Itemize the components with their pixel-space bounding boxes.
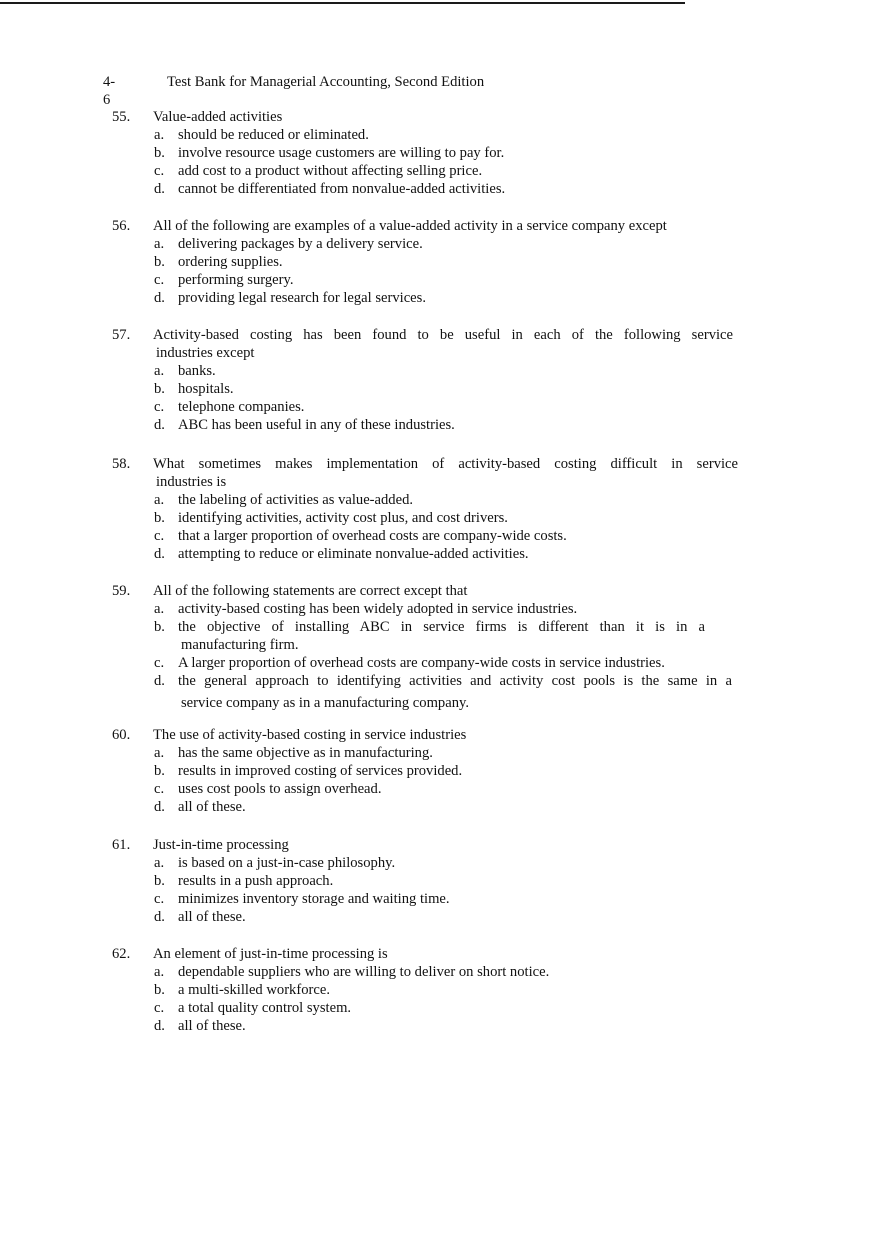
option-letter: c. [154, 272, 165, 288]
option [154, 744, 734, 762]
question-stem: The use of activity-based costing in service industries [153, 727, 467, 743]
option-text: minimizes inventory storage and waiting time. [178, 891, 450, 907]
option-text: a total quality control system. [178, 1000, 352, 1016]
option-text: all of these. [178, 1018, 246, 1034]
option-letter: b. [154, 873, 165, 889]
page-number: 4-6 [103, 74, 116, 108]
option [154, 398, 734, 416]
option-text: results in a push approach. [178, 873, 334, 889]
option [154, 654, 734, 672]
option-text: a multi-skilled workforce. [178, 982, 330, 998]
option-text: identifying activities, activity cost plus, and cost drivers. [178, 510, 508, 526]
option-letter: b. [154, 982, 165, 998]
option [154, 509, 734, 527]
options-list [154, 854, 734, 926]
option-letter: a. [154, 363, 165, 379]
question-stem-line: What sometimes makes implementation of activity-based costing difficult in service [153, 456, 738, 472]
question-number: 57. [112, 327, 131, 343]
option-letter: c. [154, 399, 165, 415]
options-list [154, 491, 734, 563]
option [154, 545, 734, 563]
option-text: telephone companies. [178, 399, 305, 415]
option-letter: c. [154, 163, 165, 179]
option-text: performing surgery. [178, 272, 294, 288]
option-text-line: the general approach to identifying activities and activity cost pools is the same in a [178, 673, 732, 689]
option [154, 780, 734, 798]
options-list [154, 235, 734, 307]
option-letter: c. [154, 891, 165, 907]
option-text: providing legal research for legal services. [178, 290, 426, 306]
option [154, 271, 734, 289]
options-list [154, 126, 734, 198]
option [154, 854, 734, 872]
option-letter: b. [154, 763, 165, 779]
option-letter: b. [154, 510, 165, 526]
option-letter: d. [154, 799, 165, 815]
question-stem-line: industries except [156, 345, 255, 361]
option-text: attempting to reduce or eliminate nonvalue-added activities. [178, 546, 529, 562]
option-text: hospitals. [178, 381, 234, 397]
question-stem: Value-added activities [153, 109, 283, 125]
options-list [154, 963, 734, 1035]
option-letter: a. [154, 127, 165, 143]
option-text: all of these. [178, 909, 246, 925]
option-text: that a larger proportion of overhead costs are company-wide costs. [178, 528, 567, 544]
option [154, 1017, 734, 1035]
option-text: involve resource usage customers are willing to pay for. [178, 145, 505, 161]
option-letter: a. [154, 492, 165, 508]
option-letter: d. [154, 673, 165, 689]
option [154, 235, 734, 253]
top-rule [0, 2, 685, 4]
option-letter: d. [154, 1018, 165, 1034]
option [154, 798, 734, 816]
options-list [154, 600, 734, 712]
question-stem: All of the following are examples of a value-added activity in a service company except [153, 218, 667, 234]
option-text: has the same objective as in manufacturing. [178, 745, 433, 761]
option [154, 527, 734, 545]
option-text-line: the objective of installing ABC in service firms is different than it is in a [178, 619, 705, 635]
option [154, 672, 732, 712]
option [154, 999, 734, 1017]
option [154, 872, 734, 890]
option [154, 289, 734, 307]
option [154, 126, 734, 144]
option-letter: d. [154, 909, 165, 925]
option-text: dependable suppliers who are willing to deliver on short notice. [178, 964, 550, 980]
option-letter: b. [154, 254, 165, 270]
option [154, 144, 734, 162]
question-stem: An element of just-in-time processing is [153, 946, 388, 962]
option-text: banks. [178, 363, 216, 379]
question-stem: Just-in-time processing [153, 837, 289, 853]
option-letter: c. [154, 655, 165, 671]
option-text: delivering packages by a delivery service. [178, 236, 423, 252]
option-letter: d. [154, 546, 165, 562]
option-text [178, 672, 732, 712]
option-letter: a. [154, 236, 165, 252]
question-stem [153, 326, 733, 362]
question-stem [153, 455, 738, 491]
option-text: results in improved costing of services provided. [178, 763, 463, 779]
question-number: 55. [112, 109, 131, 125]
option-text: ABC has been useful in any of these industries. [178, 417, 455, 433]
option-text: add cost to a product without affecting selling price. [178, 163, 483, 179]
question-stem-line: Activity-based costing has been found to be useful in each of the following service [153, 327, 733, 343]
question-stem: All of the following statements are correct except that [153, 583, 468, 599]
option-letter: b. [154, 619, 165, 635]
option [154, 362, 734, 380]
option [154, 253, 734, 271]
option [154, 416, 734, 434]
option-letter: a. [154, 964, 165, 980]
option [154, 908, 734, 926]
option-letter: d. [154, 290, 165, 306]
question-number: 58. [112, 456, 131, 472]
option [154, 963, 734, 981]
options-list [154, 362, 734, 434]
question-stem-line: industries is [156, 474, 227, 490]
option [154, 762, 734, 780]
option [154, 380, 734, 398]
option-letter: a. [154, 745, 165, 761]
option-text: should be reduced or eliminated. [178, 127, 369, 143]
option-text-line: manufacturing firm. [181, 637, 299, 653]
option-letter: a. [154, 855, 165, 871]
option-text: all of these. [178, 799, 246, 815]
option-text [178, 618, 705, 654]
question-number: 59. [112, 583, 131, 599]
option-letter: a. [154, 601, 165, 617]
option [154, 890, 734, 908]
option-letter: b. [154, 145, 165, 161]
option-text: is based on a just-in-case philosophy. [178, 855, 396, 871]
option-text: ordering supplies. [178, 254, 283, 270]
option-text: the labeling of activities as value-added. [178, 492, 414, 508]
options-list [154, 744, 734, 816]
option-letter: c. [154, 528, 165, 544]
option-letter: d. [154, 417, 165, 433]
option-text: cannot be differentiated from nonvalue-added activities. [178, 181, 506, 197]
option-text: uses cost pools to assign overhead. [178, 781, 382, 797]
option [154, 162, 734, 180]
option-text-line: service company as in a manufacturing company. [181, 695, 469, 711]
option-text: A larger proportion of overhead costs are company-wide costs in service industries. [178, 655, 665, 671]
question-number: 62. [112, 946, 131, 962]
option [154, 491, 734, 509]
option [154, 180, 734, 198]
option-letter: d. [154, 181, 165, 197]
question-number: 61. [112, 837, 131, 853]
page-title: Test Bank for Managerial Accounting, Second Edition [167, 74, 485, 90]
option-letter: c. [154, 1000, 165, 1016]
option-letter: b. [154, 381, 165, 397]
option [154, 981, 734, 999]
question-number: 60. [112, 727, 131, 743]
option-letter: c. [154, 781, 165, 797]
option-text: activity-based costing has been widely adopted in service industries. [178, 601, 578, 617]
option [154, 618, 705, 654]
question-number: 56. [112, 218, 131, 234]
option [154, 600, 734, 618]
